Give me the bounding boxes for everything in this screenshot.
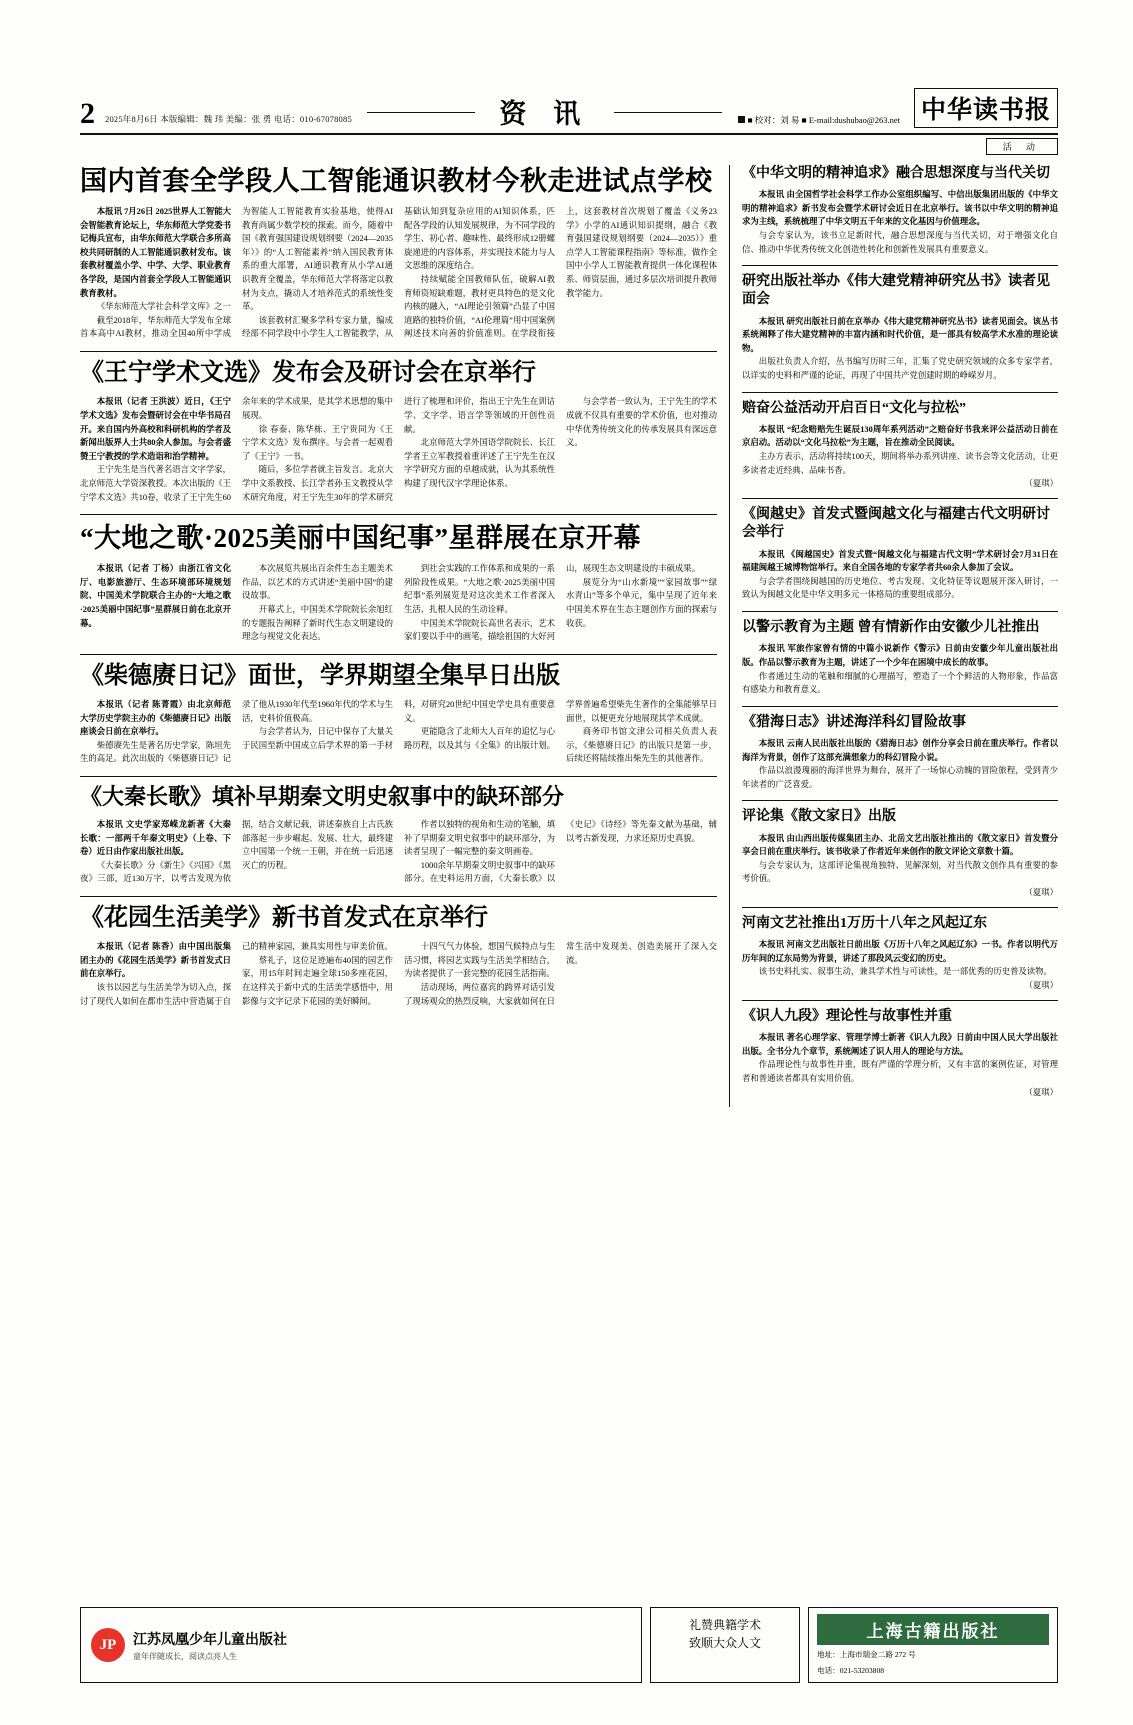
article-paragraph: 本报讯 河南文艺出版社日前出版《万历十八年之风起辽东》一书。作者以明代万历年间的辽东局势为背景，讲述了那段风云变幻的历史。 (742, 940, 1058, 963)
article-signature: （夏琪） (1024, 1087, 1058, 1097)
article-paragraph: 持续赋能全国教师队伍，破解AI教育师资短缺难题，教材更具特色的是文化内核的融入，“AI理论引领篇”凸显了中国道路的独特价值，“AI伦理篇”用中国案例阐述技术向善的价值准则。在学段衔接上，这套教材首次规划了覆盖《义务23学》小学的AI通识知识提纲，融合《教育强国建设规划纲要（2024—2035）》重点学人工智能课程指南》等标准，做作全国中小学人工智能教育提供一体化课程体系、师资层面，通过多层次培训提升教师教学能力。 (404, 206, 717, 339)
subbar (80, 138, 1058, 155)
article-paragraph: 本报讯（记者 陈菁霞）由北京师范大学历史学院主办的《柴德赓日记》出版座谈会日前在京举行。 (80, 700, 231, 737)
article-paragraph: 与会专家认为，该书立足新时代，融合思想深度与当代关切，对于增强文化自信、推动中华优秀传统文化创造性转化和创新性发展具有重要意义。 (742, 231, 1058, 254)
masthead-meta-right-text: ■ 校对：刘 易 ■ E-mail:dushubao@263.net (747, 115, 900, 125)
article-title: 研究出版社举办《伟大建党精神研究丛书》读者见面会 (742, 274, 1050, 308)
article-title: 赔奋公益活动开启百日“文化与拉松” (742, 400, 966, 416)
masthead-rule-left (367, 112, 475, 113)
article-paragraph: 该套教材汇聚多学科专家力量，编成经部不同学段中小学生人工智能教学，从基础认知到复杂应用的AI知识体系，匹配各学段的认知发展规律，为不同学段的学生、初心者、趣味性、最终形成12册螺旋递进的内容体系，并实现技术能力与人文思维的深度结合。 (242, 206, 555, 339)
article-paragraph: 出版社负责人介绍，丛书编写历时三年，汇集了党史研究领域的众多专家学者，以详实的史料和严谨的论证，再现了中国共产党创建时期的峥嵘岁月。 (742, 357, 1058, 381)
article-paragraph: 展览分为“山水新境”“家园故事”“绿水青山”等多个单元，集中呈现了近年来中国美术界在生态主题创作方面的探索与收获。 (566, 577, 717, 628)
article-paragraph: 到社会实践的工作体系和成果的一系列阶段性成果。“大地之歌·2025美丽中国纪事”系列展览是对这次美术工作者深入生活、扎根人民的生动诠释。 (404, 564, 555, 614)
article-title: 国内首套全学段人工智能通识教材今秋走进试点学校 (80, 166, 713, 196)
ad-publisher-name: 上海古籍出版社 (817, 1614, 1049, 1645)
article-paragraph: 本报讯 云南人民出版社出版的《猎海日志》创作分享会日前在重庆举行。作者以海洋为背景，创作了这部充满想象力的科幻冒险小说。 (742, 738, 1058, 762)
article-paragraph: 作者以独特的视角和生动的笔触，填补了早期秦文明史叙事中的缺环部分，为读者呈现了一幅完整的秦文明画卷。 (404, 819, 555, 857)
article-paragraph: 该书以园艺与生活美学为切入点，探讨了现代人如何在都市生活中营造属于自己的精神家园，兼具实用性与审美价值。 (80, 942, 393, 1006)
article-title: 《花园生活美学》新书首发式在京举行 (80, 904, 488, 931)
article-body (742, 315, 1058, 383)
divider (742, 611, 1058, 612)
article-title: 《闽越史》首发式暨闽越文化与福建古代文明研讨会举行 (742, 507, 1050, 541)
article-body (742, 642, 1058, 696)
masthead-meta-right (738, 114, 900, 126)
article-paragraph: 与会专家认为，这部评论集视角独特、见解深刻，对当代散文创作具有重要的参考价值。 (742, 860, 1058, 884)
ad-slogan[interactable] (650, 1607, 800, 1683)
side-article-party-spirit-series (742, 273, 1058, 382)
side-article-essay-criticism (742, 808, 1058, 898)
side-article-sea-hunt-log (742, 714, 1058, 792)
side-article-culture-marathon (742, 400, 1058, 490)
article-paragraph: 王宁先生是当代著名语言文字学家，北京师范大学资深教授。本次出版的《王宁学术文选》共10卷，收录了王宁先生60余年来的学术成果，是其学术思想的集中展现。 (80, 397, 393, 502)
article-body (80, 818, 717, 886)
page-number: 2 (80, 97, 95, 130)
article-paragraph: 更能隐含了北师大人百年的追忆与心路历程，以及其与《全集》的出版计划。学界普遍希望柴先生著作的全集能够早日面世，以便更充分地展现其学术成就。 (404, 700, 717, 750)
article-body (80, 698, 717, 766)
article-paragraph: 本报讯 研究出版社日前在京举办《伟大建党精神研究丛书》读者见面会。该丛书系统阐释了伟大建党精神的丰富内涵和时代价值，是一部具有较高学术水准的理论读物。 (742, 316, 1058, 353)
article-title: 《柴德赓日记》面世，学界期望全集早日出版 (80, 662, 560, 689)
article-body (742, 938, 1058, 979)
article-paragraph: 本报讯 由山西出版传媒集团主办、北岳文艺出版社推出的《散文家日》首发暨分享会日前在重庆举行。该书收录了作者近年来创作的散文评论文章数十篇。 (742, 833, 1058, 857)
article-paragraph: 中国美术学院院长高世名表示，艺术家们要以手中的画笔，描绘祖国的大好河山，展现生态文明建设的丰硕成果。 (404, 564, 700, 642)
article-paragraph: 本报讯 “纪念赔赔先生诞辰130周年系列活动”之赔奋好书我来评公益活动日前在京启动。活动以“文化马拉松”为主题，旨在推动全民阅读。 (742, 424, 1058, 448)
ad-slogan-line2: 致顺大众人文 (688, 1636, 761, 1651)
article-paragraph: 该书史料扎实、叙事生动，兼具学术性与可读性，是一部优秀的历史普及读物。 (758, 967, 1052, 977)
side-column (730, 165, 1058, 1107)
article-paragraph: 随后，多位学者就主旨发言。北京大学中文系教授、长江学者孙玉文教授从学术研究角度，对王宁先生30年的学术研究进行了梳理和评价，指出王宁先生在训诂学、文字学、语言学等领域的开创性贡献。 (242, 397, 555, 502)
divider (742, 1000, 1058, 1001)
article-title: 以警示教育为主题 曾有情新作由安徽少儿社推出 (742, 620, 1040, 636)
article-paragraph: 与会学者认为，日记中保存了大量关于民国至新中国成立后学术界的第一手材料，对研究20世纪中国史学史具有重要意义。 (242, 700, 555, 750)
article-body (742, 832, 1058, 886)
ad-slogan-line1: 礼赞典籍学术 (688, 1618, 761, 1633)
divider (80, 514, 717, 515)
article-paragraph: 商务印书馆文津公司相关负责人表示，《柴德赓日记》的出版只是第一步，后续还将陆续推出柴先生的其他著作。 (566, 727, 717, 764)
article-paragraph: 十四气气力体验，想国气候特点与生活习惯，将园艺实践与生活美学相结合，为读者提供了一套完整的花园生活指南。 (404, 942, 555, 979)
divider (742, 706, 1058, 707)
article-title: 《大秦长歌》填补早期秦文明史叙事中的缺环部分 (80, 784, 565, 810)
article-paragraph: 本报讯（记者 陈香）由中国出版集团主办的《花园生活美学》新书首发式日前在京举行。 (80, 942, 231, 979)
newspaper-nameplate: 中华读书报 (914, 88, 1058, 128)
article-body (742, 548, 1058, 602)
article-paragraph: 与会学者围绕闽越国的历史地位、考古发现、文化特征等议题展开深入研讨，一致认为闽越文化是中华文明多元一体格局的重要组成部分。 (742, 576, 1058, 600)
article-body (80, 940, 717, 1008)
subbar-tag: 活 动 (986, 138, 1058, 155)
ad-subtitle: 童年伴随成长，阅读点亮人生 (133, 1651, 237, 1661)
square-marker-icon (738, 116, 745, 123)
publisher-logo-icon: JP (91, 1628, 125, 1662)
article-title: 《猎海日志》讲述海洋科幻冒险故事 (742, 714, 966, 730)
article-paragraph: 作品理论性与故事性并重，既有严谨的学理分析，又有丰富的案例佐证，对管理者和普通读者都具有实用价值。 (742, 1060, 1058, 1083)
ad-shanghai-guji[interactable] (808, 1607, 1058, 1683)
article-chaidegeng-diary (80, 662, 717, 766)
divider (80, 351, 717, 352)
content-columns (80, 165, 1058, 1107)
article-body (742, 423, 1058, 477)
article-paragraph: 北京师范大学外国语学院院长、长江学者王立军教授着重评述了王宁先生在汉字学研究方面的卓越成就，认为其系统性构建了现代汉字学理论体系。 (404, 438, 555, 488)
divider (742, 800, 1058, 801)
article-paragraph: 本报讯（记者 丁杨）由浙江省文化厅、电影旅游厅、生态环境部环境规划院、中国美术学院联合主办的“大地之歌·2025美丽中国纪事”星群展日前在北京开幕。 (80, 564, 231, 628)
divider (742, 907, 1058, 908)
article-paragraph: 1000余年早期秦文明史叙事中的缺环部分。在史料运用方面，《大秦长歌》以《史记》《诗经》等先秦文献为基础，辅以考古新发现，力求还原历史真貌。 (404, 819, 717, 884)
article-dadizhige-exhibition (80, 522, 717, 644)
article-paragraph: 作品以浪漫瑰丽的海洋世界为舞台，展开了一场惊心动魄的冒险旅程，受到青少年读者的广泛喜爱。 (742, 766, 1058, 789)
article-paragraph: 蔡礼子，这位足迹遍布40国的园艺作家，用15年时间走遍全球150多座花园，在这样关于新中式的生活美学感悟中，用影像与文字记录下花园的美好瞬间。 (242, 955, 393, 1006)
article-paragraph: 主办方表示，活动将持续100天，期间将举办系列讲座、读书会等文化活动，让更多读者走近经典、品味书香。 (742, 452, 1058, 475)
article-signature: （夏琪） (1024, 479, 1058, 489)
side-article-warning-education (742, 619, 1058, 697)
masthead-rule-right (614, 112, 722, 113)
article-body (742, 737, 1058, 791)
article-paragraph: 本报讯 由全国哲学社会科学工作办公室组织编写、中信出版集团出版的《中华文明的精神追求》新书发布会暨学术研讨会近日在北京举行。该书以中华文明的精神追求为主线，系统梳理了中华文明五千年来的文化基因与价值理念。 (742, 190, 1058, 227)
article-paragraph: 本报讯 军旅作家曾有情的中篇小说新作《警示》日前由安徽少年儿童出版社出版。作品以警示教育为主题，讲述了一个少年在困境中成长的故事。 (742, 644, 1058, 667)
article-paragraph: 本报讯 《闽越国史》首发式暨“闽越文化与福建古代文明”学术研讨会7月31日在福建闽越王城博物馆举行。来自全国各地的专家学者共60余人参加了会议。 (742, 549, 1058, 573)
page-inner (80, 88, 1058, 1107)
article-paragraph: 活动现场，两位嘉宾的跨界对话引发了现场观众的热烈反响，大家就如何在日常生活中发现美、创造美展开了深入交流。 (404, 942, 717, 1006)
masthead-meta-left: 2025年8月6日 本版编辑：魏 玮 美编：张 勇 电话：010-67078085 (105, 114, 352, 125)
article-title: 《王宁学术文选》发布会及研讨会在京举行 (80, 360, 536, 387)
divider (80, 896, 717, 897)
ad-jiangsu-phoenix[interactable] (80, 1607, 642, 1683)
section-title: 资 讯 (499, 99, 591, 129)
divider (742, 498, 1058, 499)
article-title: 《识人九段》理论性与故事性并重 (742, 1008, 952, 1024)
article-signature: （夏琪） (1024, 887, 1058, 897)
article-body (80, 395, 717, 504)
article-daqin-changge (80, 784, 717, 886)
article-wangning-anthology (80, 359, 717, 504)
article-title: 《中华文明的精神追求》融合思想深度与当代关切 (742, 166, 1050, 181)
article-signature: （夏琪） (1024, 980, 1058, 990)
article-paragraph: 柴德赓先生是著名历史学家，陈垣先生的高足。此次出版的《柴德赓日记》记录了他从1930年代至1960年代的学术与生活，史料价值极高。 (80, 700, 393, 764)
divider (742, 265, 1058, 266)
article-title: “大地之歌·2025美丽中国纪事”星群展在京开幕 (80, 523, 642, 554)
side-article-wanli-liaodong (742, 915, 1058, 991)
article-paragraph: 本报讯 著名心理学家、管理学博士新著《识人九段》日前由中国人民大学出版社出版。全书分九个章节，系统阐述了识人用人的理论与方法。 (742, 1033, 1058, 1056)
divider (80, 654, 717, 655)
article-paragraph: 本报讯 7月26日 2025世界人工智能大会智能教育论坛上，华东师范大学党委书记梅兵宣布，由华东师范大学联合多所高校共同研制的人工智能通识教材发布。该套教材覆盖小学、中学、大学、职业教育各学段，是国内首套全学段人工智能通识教育教材。 (80, 206, 231, 298)
article-body (742, 188, 1058, 256)
ad-address: 地址：上海市瑞金二路 272 号 (817, 1650, 916, 1660)
article-paragraph: 本报讯（记者 王洪波）近日，《王宁学术文选》发布会暨研讨会在中华书局召开。来自国内外高校和科研机构的学者及新闻出版界人士共80余人参加。与会者盛赞王宁教授的学术造诣和治学精神。 (80, 397, 231, 461)
article-ai-textbook (80, 165, 717, 341)
divider (80, 776, 717, 777)
article-paragraph: 与会学者一致认为，王宁先生的学术成就不仅具有重要的学术价值，也对推动中华优秀传统文化的传承发展具有深远意义。 (566, 397, 717, 448)
side-article-minyue-history (742, 506, 1058, 602)
article-paragraph: 截至2018年，华东师范大学发布全球首本高中AI教材，推动全国40所中学成为智能人工智能教育实验基地，使得AI教育尚属少数学校的探索。而今，随着中国《教育强国建设规划纲要（2024—2035年）》的“人工智能素养”纳入国民教育体系的重大部署，AI通识教育从小学AI通识教育全覆盖，华东师范大学将落定以教材为支点，撬动人才培养范式的系统性变革。 (80, 206, 393, 339)
article-paragraph: 本报讯 文史学家郑嵘龙新著《大秦长歌：一部两千年秦文明史》（上卷、下卷）近日由作家出版社出版。 (80, 819, 231, 857)
article-body (742, 1031, 1058, 1085)
side-article-civilization-pursuit (742, 165, 1058, 256)
article-paragraph: 本次展览共展出百余件生态主题美术作品，以艺术的方式讲述“美丽中国”的建设故事。 (242, 564, 393, 601)
article-paragraph: 《大秦长歌》分《新生》《兴国》《黑夜》三部，近130万字，以考古发现为依据，结合文献记载，讲述秦族自上古氏族部落起一步步崛起、发展、壮大，最终建立中国第一个统一王朝，并在统一后迅速灭亡的历程。 (80, 819, 393, 884)
article-title: 评论集《散文家日》出版 (742, 809, 896, 825)
ad-phone: 电话：021-53203808 (817, 1665, 885, 1675)
main-column (80, 165, 730, 1107)
side-article-shiren-jiuduan (742, 1008, 1058, 1098)
article-body (80, 562, 717, 644)
article-garden-aesthetics (80, 904, 717, 1008)
divider (742, 392, 1058, 393)
article-paragraph: 作者通过生动的笔触和细腻的心理描写，塑造了一个个鲜活的人物形象，作品富有感染力和教育意义。 (742, 671, 1058, 695)
masthead-center (352, 92, 738, 131)
article-paragraph: 开幕式上，中国美术学院院长余旭红的专题报告阐释了新时代生态文明建设的理念与视觉文化表达。 (242, 604, 393, 642)
article-body (80, 205, 717, 341)
masthead (80, 88, 1058, 135)
footer-ads (80, 1607, 1058, 1683)
article-paragraph: 《华东师范大学社会科学文库》之一 (96, 302, 231, 312)
article-paragraph: 徐 春泰、陈华栋、王宁贵同为《王宁学术文选》发布撰序。与会者一起观看了《王宁》一书。 (242, 424, 393, 461)
article-title: 河南文艺社推出1万历十八年之风起辽东 (742, 915, 987, 931)
ad-title: 江苏凤凰少年儿童出版社 (133, 1632, 287, 1648)
